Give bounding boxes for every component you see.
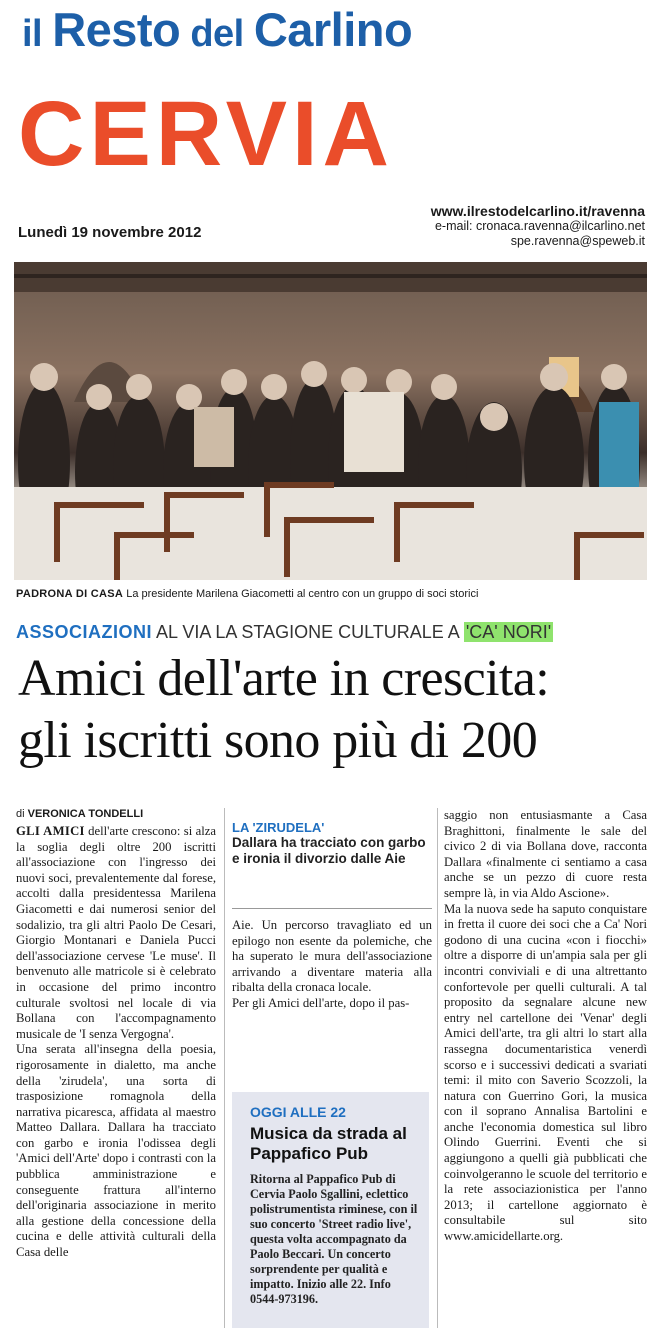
sidebar-quote: [232, 820, 432, 867]
masthead-name: Resto: [52, 3, 181, 56]
column-rule: [224, 808, 225, 1328]
lead-in: GLI AMICI: [16, 824, 85, 838]
group-photo: [14, 262, 647, 580]
caption-text: La presidente Marilena Giacometti al centro con un gruppo di soci storici: [123, 588, 479, 600]
article-kicker: [16, 622, 553, 643]
byline-author: VERONICA TONDELLI: [27, 808, 144, 820]
kicker-text: AL VIA LA STAGIONE CULTURALE A: [152, 622, 464, 642]
contact-alt-email: spe.ravenna@speweb.it: [510, 234, 645, 248]
paragraph: saggio non entusiasmante a Casa Braghittoni, finalmente le sale del civico 2 di via Bollana dove, racconta Dallara «finalmente ci sentiamo a casa anche se un pezzo di cuore resta sempre là, in via Aldo Ascione».: [444, 808, 647, 900]
issue-date: Lunedì 19 novembre 2012: [18, 224, 202, 241]
contact-email: e-mail: cronaca.ravenna@ilcarlino.net: [434, 219, 645, 233]
sidebar-kicker: LA 'ZIRUDELA': [232, 820, 325, 835]
caption-label: PADRONA DI CASA: [16, 588, 124, 600]
paragraph: [16, 824, 216, 1042]
event-box: [232, 1092, 429, 1328]
masthead-end: Carlino: [253, 3, 413, 56]
website-link[interactable]: www.ilrestodelcarlino.it/ravenna: [430, 203, 645, 219]
byline: [16, 808, 143, 820]
paragraph: Una serata all'insegna della poesia, rigorosamente in dialetto, ma anche della 'zirudela', una sorta di trasposizione romagnola della narrativa picaresca, affidata al maestro Matteo Dallara. Dallara ha tracciato con garbo e ironia l'odissea degli 'Amici dell'Arte' dopo i contrasti con la pubblica amministrazione e conseguente frattura all'interno dell'originaria associazione in merito alla gestione della concessione della cucina e delle attività culturali della Casa delle: [16, 1042, 216, 1260]
paragraph: Ma la nuova sede ha saputo conquistare in fretta il cuore dei soci che a Ca' Nori godono di una cucina «con i fiocchi» oltre a disporre di un'ampia sala per gli incontri conviviali e di una altrettanto confortevole per quelli culturali. A tal proposito da segnalare alcune new entry nel cartellone dei 'Venar' degli Amici dell'arte, tra gli altri lo start alla rassegna documentaristica venerdì scorso e i successivi dedicati a svariati temi: il mito con Saverio Scozzoli, la natura con Guerrino Gori, la musica con il soprano Annalisa Bartolini e anche l'economia domestica sul libro Olindo Guerrini. Eventi che si aggiungono a quelli già pubblicati che coinvolgeranno le scuole del territorio e la rete associazionistica per l'anno 2013; il cartellone aggiornato è consultabile sul sito www.amicidellarte.org.: [444, 901, 647, 1244]
group-photo-illustration: [14, 262, 647, 580]
headline-line-1: Amici dell'arte in crescita:: [18, 650, 550, 707]
photo-caption: [16, 588, 478, 600]
paragraph: Per gli Amici dell'arte, dopo il pas-: [232, 995, 410, 1010]
column-rule: [437, 808, 438, 1328]
article-column-3: [444, 808, 647, 1245]
edition-city: CERVIA: [18, 83, 394, 185]
sidebar-title: Dallara ha tracciato con garbo e ironia il divorzio dalle Aie: [232, 835, 426, 866]
article-headline: [18, 648, 648, 772]
newspaper-masthead: [22, 3, 413, 56]
divider: [232, 908, 432, 909]
paragraph: Aie. Un percorso travagliato ed un epilogo non esente da polemiche, che ha superato le mura dell'associazione arrivando a diventare materia alla ribalta della cronaca locale.: [232, 918, 432, 995]
kicker-section: ASSOCIAZIONI: [16, 622, 153, 642]
byline-prefix: di: [16, 808, 28, 820]
contact-block: [431, 204, 645, 249]
event-body: Ritorna al Pappafico Pub di Cervia Paolo Sgallini, eclettico polistrumentista riminese, con il suo concerto 'Street radio live', questa volta accompagnato da Paolo Beccari. Un concerto sorprendente per qualità e impatto. Inizio alle 22. Info 0544-973196.: [250, 1172, 418, 1306]
paragraph-text: dell'arte crescono: si alza la soglia degli oltre 200 iscritti all'associazione con l'ingresso dei nuovi soci, prevalentemente dal forese, accolti dalla presidentessa Marilena Giacometti e dai numerosi senior del sodalizio, tra gli altri Paolo De Cesari, Giorgio Montanari e Daniela Pucci dell'associazione cervese 'Le muse'. Il benvenuto alle matricole si è celebrato in occasione del primo incontro culturale svoltosi nel locale di via Bollana con l'accompagnamento musicale de 'I senza Vergogna'.: [16, 824, 216, 1041]
article-column-1: [16, 824, 216, 1261]
masthead-mid: del: [180, 13, 254, 55]
event-kicker: OGGI ALLE 22: [250, 1104, 346, 1120]
headline-line-2: gli iscritti sono più di 200: [18, 712, 538, 769]
article-column-2: [232, 918, 432, 1012]
kicker-highlight: 'CA' NORI': [465, 622, 552, 642]
event-title: Musica da strada al Pappafico Pub: [250, 1124, 407, 1163]
masthead-prefix: il: [22, 13, 53, 55]
